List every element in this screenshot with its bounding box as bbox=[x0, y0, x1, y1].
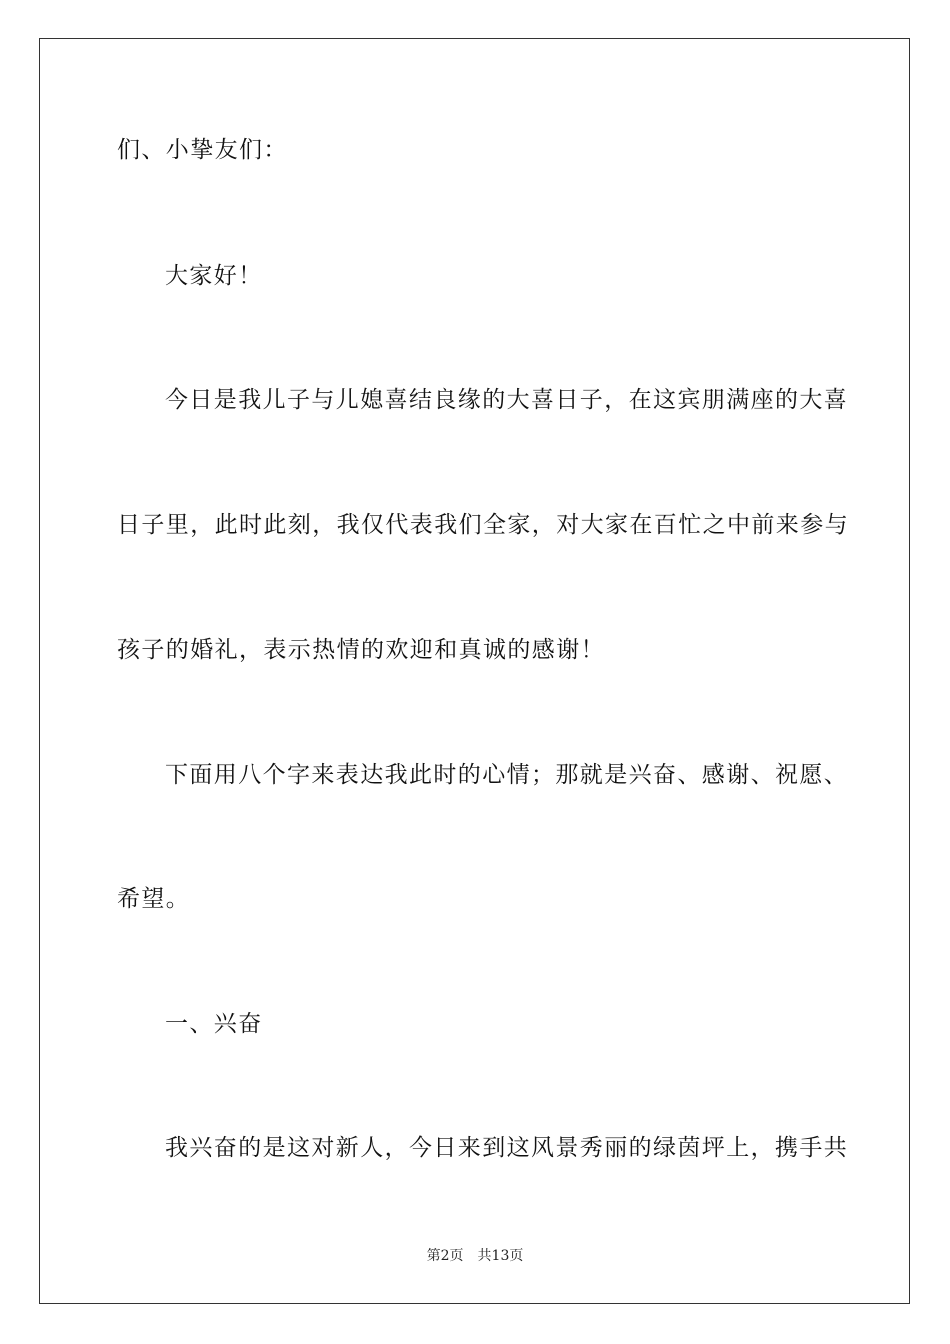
text-line-6: 下面用八个字来表达我此时的心情；那就是兴奋、感谢、祝愿、 bbox=[165, 762, 849, 788]
page-total: 共13页 bbox=[477, 1248, 524, 1264]
text-line-4: 日子里，此时此刻，我仅代表我们全家，对大家在百忙之中前来参与 bbox=[117, 512, 849, 538]
section-heading: 一、兴奋 bbox=[165, 1011, 263, 1037]
text-line-1: 们、小挚友们： bbox=[117, 137, 288, 163]
text-line-3: 今日是我儿子与儿媳喜结良缘的大喜日子，在这宾朋满座的大喜 bbox=[165, 387, 849, 413]
greeting-line: 大家好！ bbox=[165, 263, 263, 289]
page-border bbox=[39, 38, 910, 1304]
page-number: 第2页 bbox=[426, 1248, 464, 1264]
text-line-7: 希望。 bbox=[117, 886, 191, 912]
text-line-5: 孩子的婚礼，表示热情的欢迎和真诚的感谢！ bbox=[117, 637, 605, 663]
text-line-9: 我兴奋的是这对新人，今日来到这风景秀丽的绿茵坪上，携手共 bbox=[165, 1135, 849, 1161]
page-footer bbox=[0, 1247, 950, 1265]
